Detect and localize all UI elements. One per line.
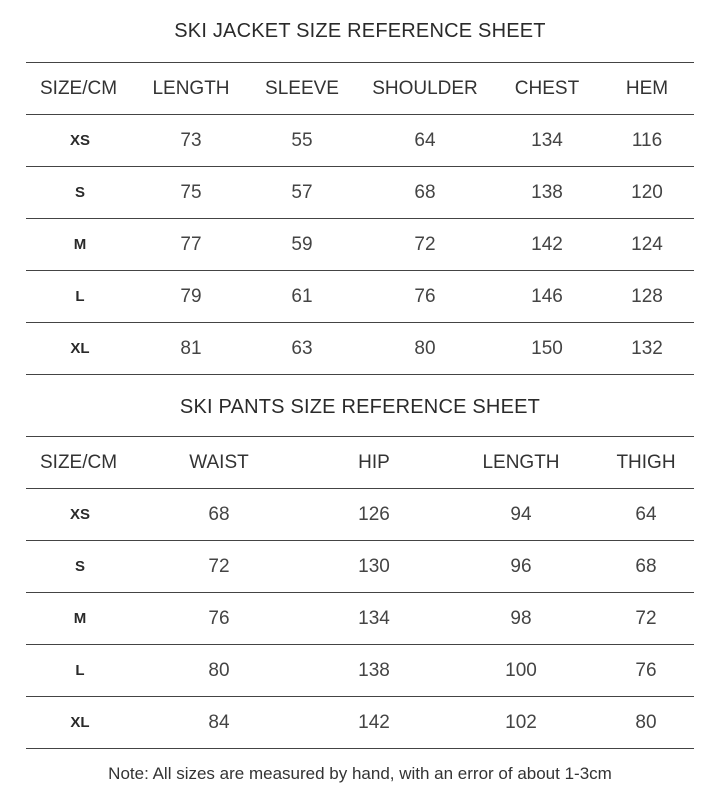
table-cell: 134	[494, 115, 600, 167]
table-row	[26, 541, 694, 593]
table-cell: 72	[356, 219, 494, 271]
column-header: SLEEVE	[248, 63, 356, 115]
size-label: XL	[70, 340, 90, 357]
table-header-row	[26, 437, 694, 489]
table-cell: 84	[208, 711, 230, 733]
jacket-sheet-title: SKI JACKET SIZE REFERENCE SHEET	[174, 20, 546, 42]
table-row	[26, 271, 694, 323]
table-cell: 142	[494, 219, 600, 271]
table-cell: 73	[134, 115, 248, 167]
pants-size-table	[26, 436, 694, 749]
column-header: WAIST	[134, 437, 304, 489]
measurement-note: Note: All sizes are measured by hand, with an error of about 1-3cm	[108, 764, 612, 783]
table-cell: 134	[304, 593, 444, 645]
table-cell: 57	[248, 167, 356, 219]
table-cell: 59	[248, 219, 356, 271]
table-cell: 130	[304, 541, 444, 593]
table-row	[26, 593, 694, 645]
table-cell: 138	[304, 645, 444, 697]
table-cell: 76	[356, 271, 494, 323]
table-cell: 116	[600, 115, 694, 167]
column-header: HIP	[304, 437, 444, 489]
column-header: THIGH	[598, 437, 694, 489]
table-cell: 120	[600, 167, 694, 219]
table-cell: 68	[134, 489, 304, 541]
table-cell: 79	[134, 271, 248, 323]
table-cell: 80	[635, 711, 657, 733]
size-label: XS	[26, 115, 134, 167]
column-header: LENGTH	[444, 437, 598, 489]
size-label: M	[26, 219, 134, 271]
table-cell: 75	[134, 167, 248, 219]
table-cell: 128	[600, 271, 694, 323]
size-label: XL	[70, 714, 90, 731]
column-header: LENGTH	[134, 63, 248, 115]
size-label: XS	[26, 489, 134, 541]
column-header: SIZE/CM	[26, 63, 134, 115]
table-header-row	[26, 63, 694, 115]
table-cell: 80	[414, 337, 436, 359]
table-cell: 96	[444, 541, 598, 593]
pants-sheet-title: SKI PANTS SIZE REFERENCE SHEET	[179, 396, 541, 418]
table-cell: 68	[598, 541, 694, 593]
table-cell: 138	[494, 167, 600, 219]
column-header: SIZE/CM	[26, 437, 134, 489]
table-cell: 124	[600, 219, 694, 271]
table-cell: 72	[598, 593, 694, 645]
table-row	[26, 645, 694, 697]
table-cell: 76	[598, 645, 694, 697]
table-cell: 126	[304, 489, 444, 541]
table-cell: 61	[248, 271, 356, 323]
size-label: S	[26, 167, 134, 219]
column-header: SHOULDER	[356, 63, 494, 115]
table-cell: 55	[248, 115, 356, 167]
column-header: CHEST	[494, 63, 600, 115]
table-cell: 77	[134, 219, 248, 271]
table-row	[26, 489, 694, 541]
table-cell: 80	[134, 645, 304, 697]
table-cell: 72	[134, 541, 304, 593]
table-row	[26, 697, 694, 749]
table-cell: 81	[180, 337, 202, 359]
table-cell: 64	[598, 489, 694, 541]
table-cell: 98	[444, 593, 598, 645]
table-cell: 102	[505, 711, 537, 733]
table-row	[26, 115, 694, 167]
table-cell: 68	[356, 167, 494, 219]
size-label: L	[26, 271, 134, 323]
size-label: L	[26, 645, 134, 697]
table-row	[26, 219, 694, 271]
size-label: M	[26, 593, 134, 645]
table-row	[26, 323, 694, 375]
jacket-size-table	[26, 62, 694, 375]
table-cell: 100	[444, 645, 598, 697]
table-cell: 132	[631, 337, 663, 359]
size-label: S	[26, 541, 134, 593]
table-cell: 150	[531, 337, 563, 359]
table-cell: 64	[356, 115, 494, 167]
table-cell: 76	[134, 593, 304, 645]
table-cell: 94	[444, 489, 598, 541]
table-row	[26, 167, 694, 219]
table-cell: 146	[494, 271, 600, 323]
column-header: HEM	[600, 63, 694, 115]
table-cell: 63	[291, 337, 313, 359]
table-cell: 142	[358, 711, 390, 733]
